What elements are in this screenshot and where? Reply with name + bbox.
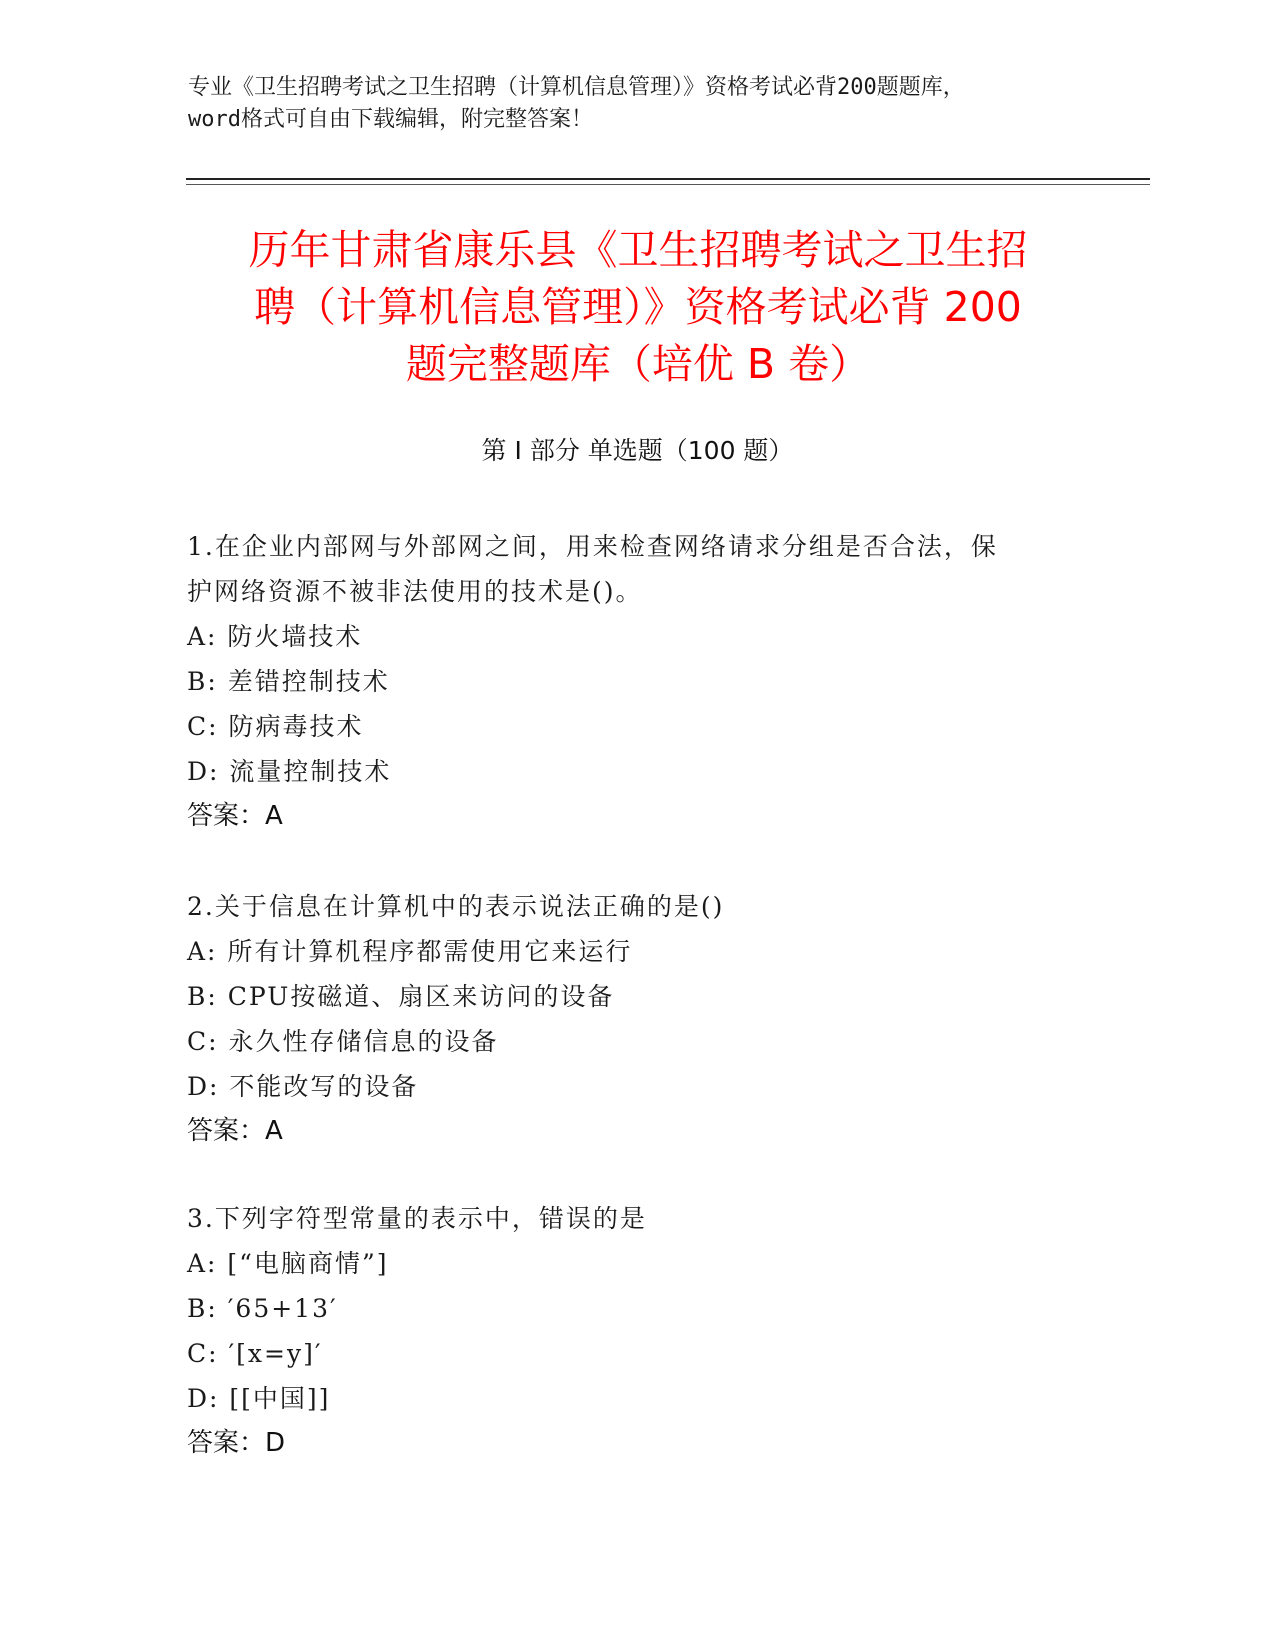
- answer-line: 答案：A: [187, 1116, 283, 1146]
- question-2: [187, 884, 1087, 1154]
- question-stem-line: 护网络资源不被非法使用的技术是()。: [187, 577, 643, 606]
- option-a: A: [“电脑商情”]: [187, 1249, 389, 1278]
- document-title-line-1: 历年甘肃省康乐县《卫生招聘考试之卫生招: [248, 226, 1028, 274]
- option-c: C: 防病毒技术: [187, 712, 364, 741]
- option-b: B: ′65+13′: [187, 1294, 338, 1323]
- header-note-line-1: 专业《卫生招聘考试之卫生招聘（计算机信息管理）》资格考试必背200题题库，: [188, 75, 965, 100]
- option-a: A: 所有计算机程序都需使用它来运行: [187, 937, 633, 966]
- option-c: C: 永久性存储信息的设备: [187, 1027, 499, 1056]
- option-d: D: [[中国]]: [187, 1384, 331, 1413]
- header-note-line-2: word格式可自由下载编辑，附完整答案！: [188, 107, 593, 132]
- option-d: D: 不能改写的设备: [187, 1072, 419, 1101]
- question-3: [187, 1196, 1087, 1466]
- header-divider-thin: [186, 184, 1150, 185]
- document-title-line-3: 题完整题库（培优 B 卷）: [405, 340, 871, 388]
- header-note: [188, 72, 1088, 136]
- option-b: B: CPU按磁道、扇区来访问的设备: [187, 982, 615, 1011]
- option-b: B: 差错控制技术: [187, 667, 390, 696]
- question-stem-line: 3.下列字符型常量的表示中，错误的是: [187, 1204, 647, 1233]
- option-d: D: 流量控制技术: [187, 757, 392, 786]
- header-divider: [186, 178, 1150, 180]
- question-stem-line: 2.关于信息在计算机中的表示说法正确的是(): [187, 892, 725, 921]
- option-a: A: 防火墙技术: [187, 622, 363, 651]
- question-stem-line: 1.在企业内部网与外部网之间，用来检查网络请求分组是否合法，保: [187, 532, 998, 561]
- document-title: [180, 222, 1096, 393]
- answer-line: 答案：A: [187, 801, 283, 831]
- question-1: [187, 524, 1087, 839]
- answer-line: 答案：D: [187, 1428, 286, 1458]
- document-title-line-2: 聘（计算机信息管理）》资格考试必背 200: [254, 283, 1022, 331]
- section-heading: 第 I 部分 单选题（100 题）: [481, 436, 794, 465]
- option-c: C: ′[x=y]′: [187, 1339, 323, 1368]
